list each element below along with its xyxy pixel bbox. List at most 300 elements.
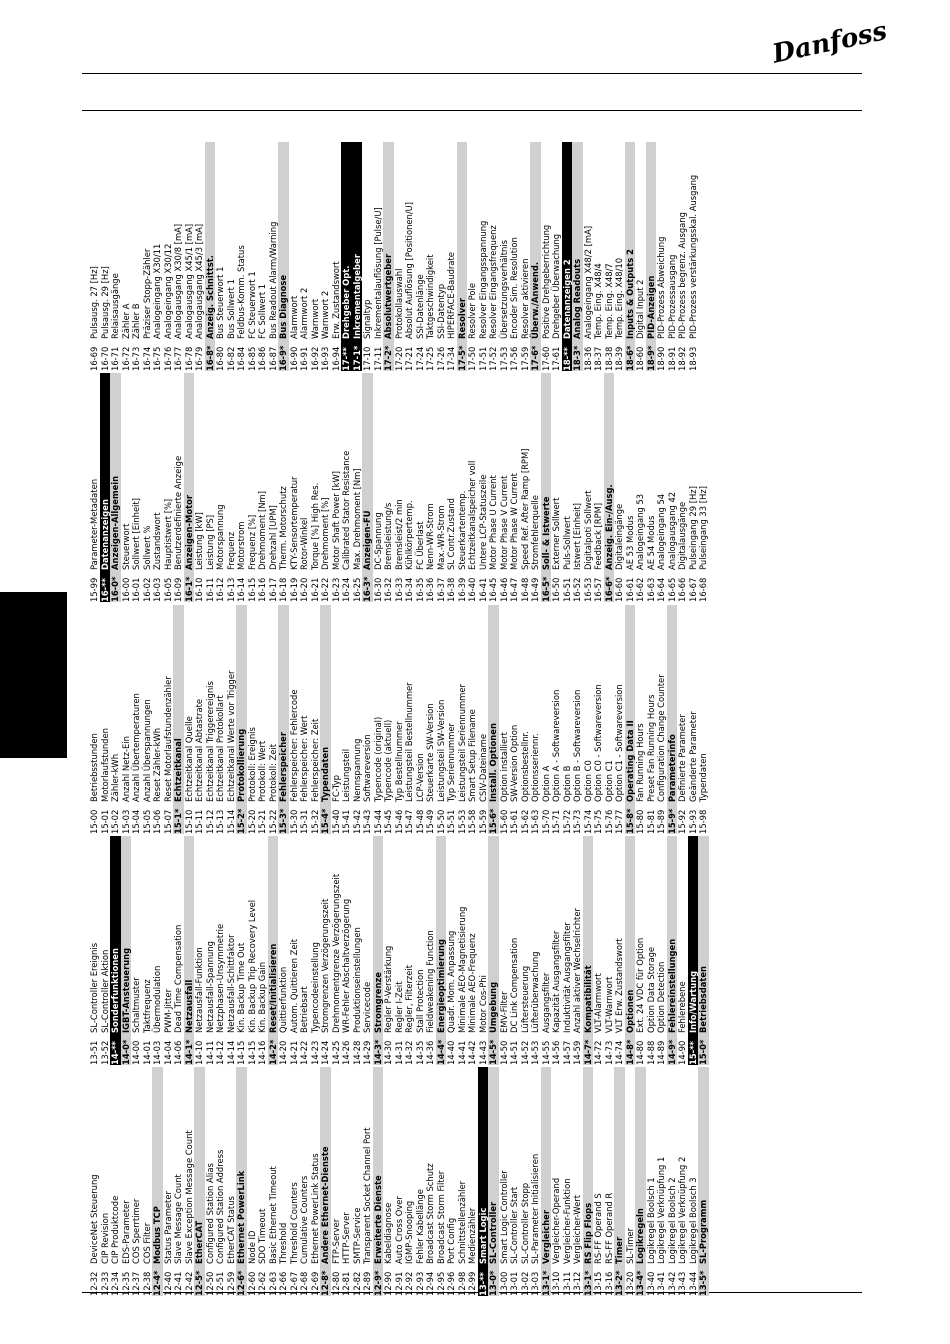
parameter-number: 12-63 — [267, 1271, 278, 1296]
parameter-row — [236, 836, 247, 1065]
parameter-number: 16-49 — [530, 577, 540, 602]
parameter-number: 17-1* — [351, 345, 362, 371]
parameter-name: Sollwert % — [141, 525, 152, 570]
parameter-group-header — [173, 605, 184, 834]
parameter-number: 18-6* — [624, 345, 635, 371]
parameter-name: SSI-Datenlänge — [414, 274, 425, 339]
parameter-number: 14-03 — [152, 1040, 162, 1065]
parameter-row — [583, 142, 594, 371]
parameter-row — [215, 836, 226, 1065]
parameter-row — [394, 142, 405, 371]
parameter-name: Frequenz — [225, 531, 236, 570]
parameter-name: Parameter-Metadaten — [89, 478, 99, 570]
parameter-row — [383, 836, 394, 1065]
parameter-name: Fehlereinstellungen — [666, 938, 677, 1033]
parameter-number: 14-88 — [645, 1040, 656, 1065]
parameter-name: Soll- & Istwerte — [540, 496, 551, 570]
parameter-group-header — [583, 836, 594, 1065]
parameter-group-header — [457, 142, 468, 371]
parameter-name: SL-Timer — [624, 1227, 635, 1264]
header-rule — [82, 73, 862, 74]
parameter-number: 16-91 — [299, 346, 309, 371]
parameter-name: Drehgeber Opt. — [341, 265, 351, 339]
parameter-number: 16-24 — [341, 577, 351, 602]
parameter-name: Bremsleist/2 min — [393, 499, 404, 570]
parameter-number: 17-21 — [404, 346, 414, 371]
parameter-name: Kin. Backup Gain — [257, 961, 267, 1033]
parameter-row — [194, 605, 205, 834]
parameter-number: 14-89 — [656, 1040, 666, 1065]
parameter-row — [383, 1067, 394, 1296]
parameter-name: Übermodulation — [152, 965, 162, 1033]
parameter-group-header — [688, 836, 699, 1065]
parameter-name: Echtzeitkanal Triggerereignis — [204, 681, 215, 802]
parameter-name: Typendaten — [320, 746, 330, 802]
parameter-name: Echtzeitkanal Protokollart — [215, 695, 225, 802]
parameter-number: 12-94 — [425, 1271, 435, 1296]
parameter-number: 14-53 — [530, 1040, 540, 1065]
parameter-row — [268, 605, 279, 834]
parameter-row — [226, 1067, 237, 1296]
parameter-name: Fehlerspeicher — [278, 732, 288, 802]
parameter-number: 15-9* — [666, 808, 677, 834]
parameter-row — [656, 373, 667, 602]
parameter-name: Analogausgang X30/8 [mA] — [173, 223, 183, 339]
parameter-number: 13-1* — [540, 1270, 551, 1296]
parameter-name: Ext. 24 VDC für Option — [635, 937, 645, 1033]
parameter-name: Transparent Socket Channel Port — [362, 1127, 372, 1264]
parameter-number: 13-** — [477, 1272, 488, 1296]
parameter-row — [446, 605, 457, 834]
parameter-column — [89, 836, 709, 1065]
parameter-row — [593, 1067, 604, 1296]
parameter-row — [383, 605, 394, 834]
parameter-name: Untere LCP-Statuszeile — [477, 474, 488, 570]
parameter-name: Option C0 — [582, 760, 593, 802]
parameter-name: Anzahl Netz-Ein — [120, 736, 131, 802]
parameter-number: 16-51 — [561, 577, 572, 602]
parameter-name: Basic Ethernet Timeout — [267, 1166, 278, 1264]
parameter-row — [352, 1067, 363, 1296]
parameter-row — [247, 1067, 258, 1296]
parameter-row — [667, 1067, 678, 1296]
parameter-name: Digitalausgänge — [677, 501, 687, 570]
parameter-number: 18-90 — [656, 346, 666, 371]
parameter-name: Reset Zähler-kWh — [152, 727, 162, 802]
parameter-name: Regler P-Verstärkung — [383, 945, 393, 1033]
parameter-row — [100, 1067, 111, 1296]
parameter-number: 17-60 — [540, 346, 551, 371]
parameter-number: 15-2* — [236, 808, 246, 834]
parameter-number: 16-5* — [540, 576, 551, 602]
parameter-row — [562, 836, 573, 1065]
parameter-number: 15-20 — [246, 809, 257, 834]
parameter-number: 18-3* — [572, 345, 582, 371]
parameter-name: Sonderfunktionen — [110, 948, 120, 1033]
parameter-column — [89, 373, 709, 602]
parameter-row — [310, 605, 321, 834]
parameter-name: Protokollauswahl — [393, 268, 404, 339]
parameter-name: Typencodeeinstellung — [309, 942, 320, 1033]
parameter-number: 13-10 — [551, 1271, 561, 1296]
parameter-row — [121, 1067, 132, 1296]
parameter-row — [404, 142, 415, 371]
parameter-name: Servicecode — [362, 981, 372, 1033]
parameter-name: Netzausfall-Funktion — [194, 947, 204, 1033]
parameter-name: Bus Steuerwort 1 — [215, 266, 225, 339]
parameter-name: Überw./Anwend. — [530, 261, 540, 339]
parameter-row — [656, 836, 667, 1065]
parameter-name: Bus Diagnose — [278, 274, 288, 339]
chapter-tab — [0, 592, 67, 758]
parameter-name: Motorstrom — [236, 521, 246, 570]
parameter-group-header — [488, 836, 499, 1065]
parameter-name: Puls-Sollwert — [561, 516, 572, 570]
parameter-name: DC-Spannung — [372, 512, 383, 570]
parameter-number: 14-7* — [582, 1039, 593, 1065]
parameter-number: 12-5* — [194, 1270, 204, 1296]
parameter-number: 16-94 — [330, 346, 341, 371]
parameter-row — [299, 373, 310, 602]
parameter-name: Feldbus-Komm. Status — [236, 245, 246, 339]
parameter-number: 12-82 — [351, 1271, 362, 1296]
parameter-row — [184, 1067, 195, 1296]
parameter-group-header — [373, 1067, 384, 1296]
parameter-name: RS-FF Operand S — [593, 1193, 603, 1264]
parameter-name: Drehgeber Überwachung — [551, 233, 561, 339]
parameter-number: 14-26 — [341, 1040, 351, 1065]
parameter-group-header — [184, 836, 195, 1065]
parameter-name: Protokollierung — [236, 728, 246, 802]
parameter-name: Temp. Eing. X48/7 — [603, 263, 614, 339]
parameter-name: Temp. Eing. X48/10 — [614, 257, 624, 339]
parameter-name: Motor Phase V Current — [498, 475, 509, 570]
parameter-number: 13-42 — [666, 1271, 677, 1296]
parameter-row — [677, 142, 688, 371]
parameter-number: 12-90 — [383, 1271, 393, 1296]
parameter-number: 14-59 — [572, 1040, 582, 1065]
parameter-name: HTTP-Server — [341, 1212, 351, 1264]
parameter-name: Analogeingang X30/11 — [152, 243, 162, 339]
parameter-number: 14-04 — [162, 1040, 173, 1065]
parameter-name: Vergleicher-Wert — [572, 1195, 582, 1264]
parameter-name: Parameterinfo — [666, 734, 677, 802]
parameter-number: 15-71 — [551, 809, 561, 834]
parameter-name: Warnwort — [309, 298, 320, 339]
parameter-number: 15-93 — [687, 809, 698, 834]
parameter-name: Quadr. Mom. Anpassung — [446, 930, 456, 1033]
parameter-row — [163, 373, 174, 602]
parameter-number: 17-** — [341, 347, 351, 371]
parameter-row — [215, 605, 226, 834]
parameter-number: 15-74 — [582, 809, 593, 834]
parameter-row — [194, 373, 205, 602]
parameter-number: 15-72 — [561, 809, 572, 834]
parameter-name: Speed Ref. After Ramp [RPM] — [519, 448, 530, 570]
parameter-row — [688, 605, 699, 834]
parameter-number: 13-20 — [624, 1271, 635, 1296]
parameter-row — [310, 836, 321, 1065]
parameter-number: 15-48 — [414, 809, 425, 834]
parameter-number: 16-9* — [278, 345, 288, 371]
parameter-name: Ethernet PowerLink Status — [309, 1153, 320, 1264]
parameter-row — [299, 836, 310, 1065]
parameter-row — [131, 836, 142, 1065]
parameter-name: Resolver Eingangsspannung — [477, 220, 488, 339]
parameter-row — [530, 836, 541, 1065]
parameter-row — [121, 142, 132, 371]
parameter-number: 16-86 — [257, 346, 267, 371]
parameter-row — [110, 142, 121, 371]
parameter-row — [656, 1067, 667, 1296]
parameter-row — [499, 605, 510, 834]
parameter-name: Ethernet PowerLink — [236, 1170, 246, 1264]
parameter-name: Protokoll: Wert — [257, 740, 267, 802]
parameter-name: Sollwert [Einheit] — [131, 497, 141, 570]
parameter-number: 15-07 — [162, 809, 173, 834]
parameter-row — [614, 605, 625, 834]
parameter-number: 16-65 — [666, 577, 677, 602]
parameter-group-header — [362, 373, 373, 602]
parameter-name: Externer Sollwert — [551, 497, 561, 570]
parameter-number: 14-43 — [477, 1040, 488, 1065]
parameter-row — [688, 373, 699, 602]
parameter-number: 12-32 — [89, 1271, 99, 1296]
parameter-row — [677, 836, 688, 1065]
parameter-number: 16-34 — [404, 577, 414, 602]
parameter-name: Therm. Motorschutz — [278, 486, 288, 570]
parameter-number: 16-92 — [309, 346, 320, 371]
parameter-number: 14-51 — [509, 1040, 519, 1065]
parameter-row — [688, 142, 699, 371]
parameter-row — [499, 373, 510, 602]
parameter-name: Typencode (aktuell) — [383, 719, 393, 802]
parameter-number: 14-50 — [498, 1040, 509, 1065]
parameter-number: 17-52 — [488, 346, 498, 371]
parameter-name: Operating Data II — [624, 720, 635, 802]
parameter-number: 16-23 — [330, 577, 341, 602]
parameter-number: 13-41 — [656, 1271, 666, 1296]
parameter-name: Bremsleistung/s — [383, 502, 393, 570]
parameter-group-header — [646, 142, 657, 371]
parameter-name: Bus Readout Alarm/Warning — [267, 221, 278, 339]
parameter-row — [89, 1067, 100, 1296]
parameter-name: Drehmoment [Nm] — [257, 491, 267, 570]
parameter-row — [89, 373, 100, 602]
parameter-number: 15-99 — [89, 577, 99, 602]
parameter-number: 12-35 — [120, 1271, 131, 1296]
parameter-name: Option C1 — [603, 760, 614, 802]
parameter-number: 17-2* — [383, 345, 393, 371]
parameter-name: Alarmwort — [288, 295, 299, 339]
parameter-number: 12-92 — [404, 1271, 414, 1296]
parameter-name: Fehler Kabellänge — [414, 1189, 425, 1264]
parameter-name: Lüfterüberwachung — [530, 951, 540, 1033]
parameter-row — [100, 142, 111, 371]
parameter-row — [593, 373, 604, 602]
parameter-name: PWM-Jitter — [162, 988, 173, 1033]
parameter-number: 15-6* — [488, 808, 498, 834]
parameter-group-header — [572, 142, 583, 371]
parameter-number: 16-68 — [698, 577, 708, 602]
parameter-name: Smart Logic — [477, 1207, 488, 1264]
parameter-group-header — [352, 142, 363, 371]
parameter-row — [446, 836, 457, 1065]
parameter-name: FTP-Server — [330, 1218, 341, 1264]
parameter-name: Slave Exception Message Count — [183, 1130, 194, 1264]
parameter-name: Info/Wartung — [687, 970, 698, 1033]
parameter-number: 14-16 — [257, 1040, 267, 1065]
parameter-name: EtherCAT Status — [225, 1196, 236, 1264]
parameter-row — [509, 142, 520, 371]
parameter-number: 13-03 — [530, 1271, 540, 1296]
parameter-row — [383, 373, 394, 602]
parameter-name: Option B — [561, 765, 572, 802]
parameter-number: 15-41 — [341, 809, 351, 834]
parameter-row — [457, 373, 468, 602]
parameter-name: Nenn-WR-Strom — [425, 503, 435, 570]
parameter-name: Benutzerdefinierte Anzeige — [173, 455, 183, 570]
parameter-row — [257, 1067, 268, 1296]
parameter-name: Reset/Initialisieren — [267, 943, 278, 1033]
parameter-name: Calibrated Stator Resistance — [341, 450, 351, 570]
parameter-name: Configured Station Address — [215, 1149, 225, 1264]
parameter-row — [551, 605, 562, 834]
parameter-row — [509, 836, 520, 1065]
parameter-row — [331, 605, 342, 834]
parameter-group-header — [562, 142, 573, 371]
parameter-row — [425, 836, 436, 1065]
parameter-name: Nennspannung — [351, 738, 362, 802]
parameter-name: Analogausgang 42 — [666, 491, 677, 570]
parameter-name: VLT-Warnwort — [603, 976, 614, 1033]
parameter-name: Protokoll: Zeit — [267, 743, 278, 802]
parameter-name: Anzahl Überspannungen — [141, 699, 152, 802]
parameter-row — [194, 836, 205, 1065]
parameter-number: 16-75 — [152, 346, 162, 371]
parameter-row — [362, 836, 373, 1065]
parameter-group-header — [488, 1067, 499, 1296]
parameter-row — [583, 373, 594, 602]
parameter-name: Temp. Eing. X48/4 — [593, 263, 603, 339]
parameter-number: 17-34 — [446, 346, 456, 371]
parameter-number: 16-45 — [488, 577, 498, 602]
parameter-row — [520, 142, 531, 371]
parameter-number: 15-10 — [183, 809, 194, 834]
parameter-name: Analogausgang X45/3 [mA] — [194, 223, 204, 339]
parameter-name: SMTP-Service — [351, 1207, 362, 1264]
parameter-row — [541, 836, 552, 1065]
parameter-name: VLT Erw. Zustandswort — [614, 938, 624, 1033]
parameter-group-header — [625, 836, 636, 1065]
parameter-name: Port Config — [446, 1217, 456, 1264]
parameter-number: 17-50 — [467, 346, 477, 371]
parameter-name: Absolut Auflösung [Positionen/U] — [404, 201, 414, 339]
parameter-number: 13-1* — [582, 1270, 593, 1296]
parameter-name: Zustandswort — [152, 512, 162, 570]
parameter-group-header — [625, 142, 636, 371]
parameter-name: Vergleicher — [540, 1210, 551, 1264]
parameter-row — [583, 605, 594, 834]
parameter-number: 15-0* — [698, 1039, 708, 1065]
parameter-row — [341, 373, 352, 602]
parameter-number: 14-11 — [204, 1040, 215, 1065]
parameter-name: Rotor-Winkel — [299, 517, 309, 570]
parameter-row — [467, 605, 478, 834]
parameter-row — [425, 605, 436, 834]
parameter-row — [268, 142, 279, 371]
parameter-name: EtherCAT — [194, 1220, 204, 1264]
parameter-row — [320, 373, 331, 602]
parameter-name: Option Detection — [656, 961, 666, 1033]
parameter-name: FC Sollwert 1 — [257, 283, 267, 339]
parameter-number: 14-40 — [446, 1040, 456, 1065]
parameter-name: FC-Typ — [330, 775, 341, 802]
parameter-row — [247, 605, 258, 834]
parameter-name: HIPERFACE-Baudrate — [446, 252, 456, 339]
parameter-number: 15-60 — [498, 809, 509, 834]
parameter-name: Geänderte Parameter — [687, 711, 698, 802]
parameter-number: 12-34 — [110, 1271, 120, 1296]
parameter-number: 15-53 — [456, 809, 467, 834]
parameter-row — [562, 605, 573, 834]
parameter-row — [268, 1067, 279, 1296]
parameter-row — [257, 142, 268, 371]
parameter-name: Optionsbestellnr. — [519, 731, 530, 802]
parameter-number: 16-76 — [162, 346, 173, 371]
parameter-number: 15-62 — [519, 809, 530, 834]
logo-wordmark: Danfoss — [769, 16, 890, 70]
parameter-row — [551, 836, 562, 1065]
parameter-name: AE 54 Modus — [645, 515, 656, 570]
parameter-name: Echtzeitkanal Quelle — [183, 716, 194, 802]
parameter-name: COS Filter — [141, 1222, 152, 1264]
parameter-name: Typendaten — [698, 753, 708, 802]
parameter-group-header — [698, 836, 709, 1065]
parameter-number: 16-15 — [246, 577, 257, 602]
parameter-row — [226, 373, 237, 602]
parameter-number: 14-8* — [624, 1039, 635, 1065]
parameter-row — [436, 142, 447, 371]
parameter-name: Smart Logic Controller — [498, 1170, 509, 1264]
parameter-row — [467, 373, 478, 602]
parameter-name: Positive Drehgeberrichtung — [540, 224, 551, 339]
parameter-row — [215, 1067, 226, 1296]
parameter-group-header — [121, 836, 132, 1065]
parameter-row — [163, 1067, 174, 1296]
parameter-number: 15-30 — [288, 809, 299, 834]
parameter-name: Stromgrenzen Verzögerungszeit — [320, 898, 330, 1033]
parameter-group-header — [268, 836, 279, 1065]
parameter-row — [614, 836, 625, 1065]
parameter-name: Analogeingang 53 — [635, 493, 645, 570]
parameter-row — [572, 605, 583, 834]
parameter-row — [142, 605, 153, 834]
parameter-row — [604, 142, 615, 371]
parameter-number: 14-4* — [435, 1039, 446, 1065]
parameter-number: 13-5* — [698, 1270, 708, 1296]
parameter-number: 16-57 — [593, 577, 603, 602]
parameter-number: 18-36 — [582, 346, 593, 371]
parameter-number: 12-98 — [456, 1271, 467, 1296]
parameter-group-header — [488, 605, 499, 834]
parameter-name: AE 53 Modus — [624, 515, 635, 570]
parameter-number: 14-24 — [320, 1040, 330, 1065]
parameter-name: Hauptistwert [%] — [162, 498, 173, 570]
parameter-name: Echtzeitkanalspeicher voll — [467, 460, 477, 570]
parameter-number: 16-39 — [456, 577, 467, 602]
parameter-name: Option Data Storage — [645, 946, 656, 1033]
